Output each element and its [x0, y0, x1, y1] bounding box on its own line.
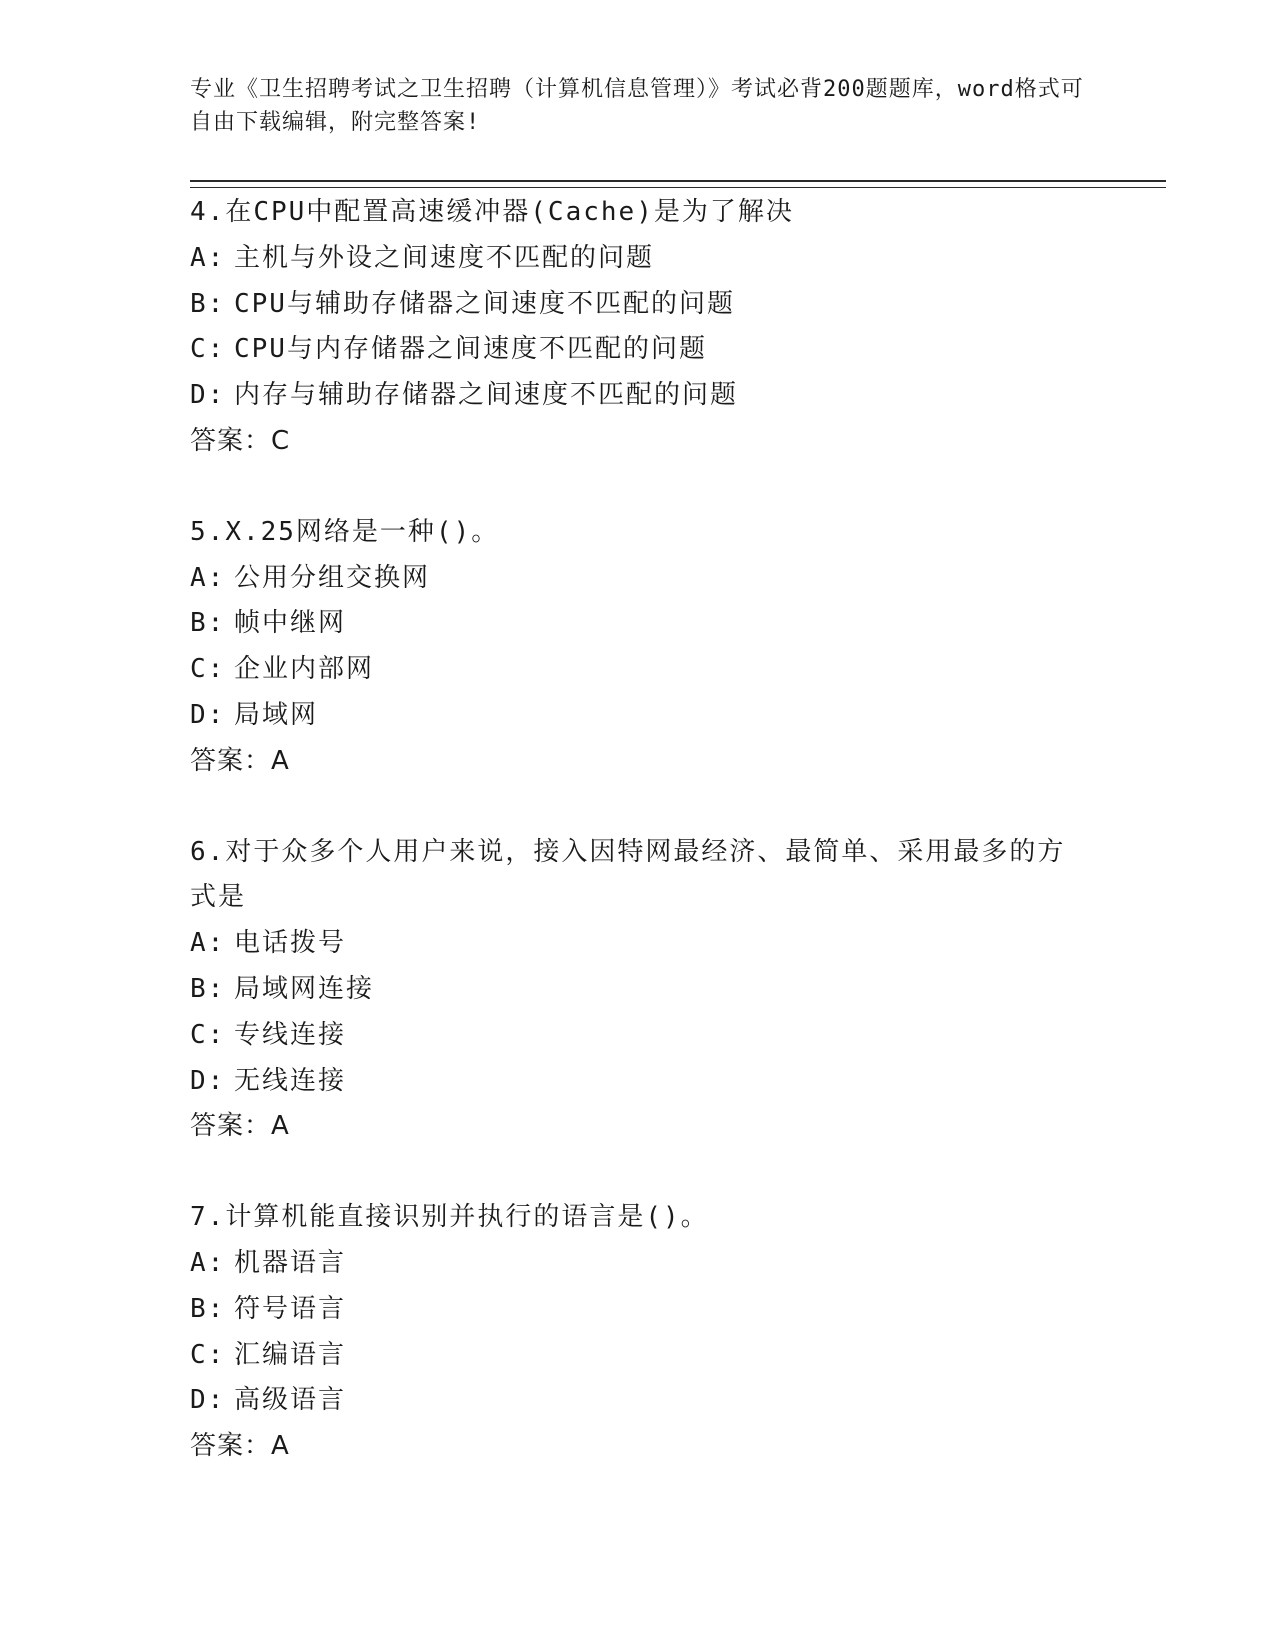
option-text: 内存与辅助存储器之间速度不匹配的问题: [234, 380, 739, 411]
option-letter: B:: [190, 608, 226, 639]
option-letter: B:: [190, 288, 226, 319]
question-title: [190, 190, 1090, 236]
option-d: [190, 1378, 1090, 1424]
option-text: 局域网连接: [234, 973, 375, 1004]
option-letter: A:: [190, 242, 226, 273]
question-number: 6.: [190, 836, 226, 867]
option-letter: A:: [190, 1247, 226, 1278]
option-text: 符号语言: [234, 1293, 347, 1324]
answer-line: 答案：A: [190, 1431, 290, 1462]
option-a: [190, 921, 1090, 967]
question-text: 在CPU中配置高速缓冲器(Cache)是为了解决: [225, 197, 794, 227]
document-header: 专业《卫生招聘考试之卫生招聘（计算机信息管理）》考试必背200题题库，word格式可自由下载编辑，附完整答案!: [190, 77, 1084, 135]
option-letter: A:: [190, 562, 226, 593]
option-letter: D:: [190, 1065, 226, 1096]
option-a: [190, 556, 1090, 602]
option-text: 公用分组交换网: [234, 562, 431, 593]
option-b: [190, 282, 1090, 328]
question-item: [190, 830, 1090, 1151]
option-text: 帧中继网: [234, 608, 347, 639]
question-title: [190, 830, 1090, 922]
option-text: 无线连接: [234, 1065, 347, 1096]
option-letter: C:: [190, 1339, 226, 1370]
option-d: [190, 373, 1090, 419]
option-letter: D:: [190, 699, 226, 730]
option-letter: C:: [190, 1019, 226, 1050]
option-text: 汇编语言: [234, 1339, 347, 1370]
option-letter: D:: [190, 380, 226, 411]
answer-line: 答案：C: [190, 425, 291, 456]
option-b: [190, 601, 1090, 647]
question-text: 对于众多个人用户来说，接入因特网最经济、最简单、采用最多的方式是: [190, 836, 1066, 913]
question-item: [190, 190, 1090, 465]
question-title: [190, 1195, 1090, 1241]
option-d: [190, 1059, 1090, 1105]
option-text: CPU与内存储器之间速度不匹配的问题: [234, 334, 707, 365]
question-number: 7.: [190, 1202, 226, 1233]
option-d: [190, 693, 1090, 739]
question-number: 5.: [190, 516, 226, 547]
option-letter: A:: [190, 928, 226, 959]
option-letter: D:: [190, 1385, 226, 1416]
question-list: [190, 190, 1090, 1515]
question-item: [190, 510, 1090, 785]
option-text: CPU与辅助存储器之间速度不匹配的问题: [234, 288, 735, 319]
option-text: 高级语言: [234, 1385, 347, 1416]
option-text: 企业内部网: [234, 654, 375, 685]
option-text: 电话拨号: [234, 928, 347, 959]
option-c: [190, 1013, 1090, 1059]
option-c: [190, 647, 1090, 693]
option-text: 机器语言: [234, 1247, 347, 1278]
answer-line: 答案：A: [190, 1111, 290, 1142]
question-item: [190, 1195, 1090, 1470]
option-text: 主机与外设之间速度不匹配的问题: [234, 242, 655, 273]
option-text: 专线连接: [234, 1019, 347, 1050]
question-text: X.25网络是一种()。: [225, 516, 500, 547]
option-c: [190, 1333, 1090, 1379]
question-text: 计算机能直接识别并执行的语言是()。: [225, 1202, 709, 1233]
option-b: [190, 1287, 1090, 1333]
option-b: [190, 967, 1090, 1013]
option-text: 局域网: [234, 699, 319, 730]
option-letter: C:: [190, 334, 226, 365]
header-divider: [190, 180, 1166, 188]
question-title: [190, 510, 1090, 556]
option-letter: C:: [190, 654, 226, 685]
option-a: [190, 1241, 1090, 1287]
question-number: 4.: [190, 197, 226, 227]
option-a: [190, 236, 1090, 282]
answer-line: 答案：A: [190, 745, 290, 776]
option-letter: B:: [190, 1293, 226, 1324]
option-letter: B:: [190, 973, 226, 1004]
option-c: [190, 327, 1090, 373]
